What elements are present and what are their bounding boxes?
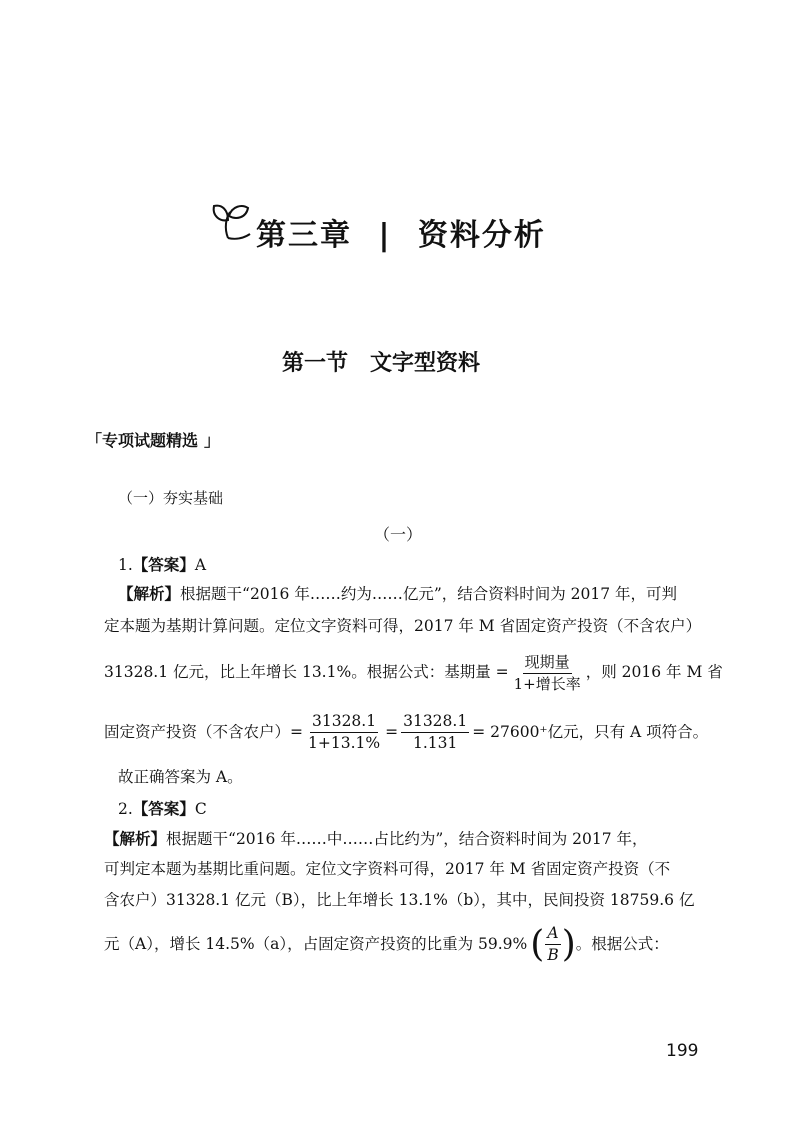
- chapter-number: 第三章: [256, 218, 352, 253]
- q1-analysis-tag: 【解析】: [118, 585, 181, 603]
- q2-analysis-line2: 可判定本题为基期比重问题。定位文字资料可得，2017 年 M 省固定资产投资（不: [104, 860, 671, 878]
- q1-line4-text-b: = 27600⁺亿元，只有 A 项符合。: [472, 722, 709, 741]
- q1-fraction-3: [401, 713, 469, 752]
- page-number: 199: [666, 1041, 699, 1061]
- q2-answer-line: [118, 802, 207, 818]
- q1-fraction-2-denominator: 1+13.1%: [308, 734, 381, 753]
- sprout-icon: [206, 198, 256, 244]
- q2-answer-tag: 【答案】: [132, 800, 195, 818]
- q2-fraction-denominator: B: [547, 946, 559, 965]
- q2-analysis-line4: [104, 925, 669, 964]
- q1-analysis-line2: 定本题为基期计算问题。定位文字资料可得，2017 年 M 省固定资产投资（不含农户）: [104, 617, 702, 635]
- left-bracket-icon: 「: [86, 431, 103, 450]
- q2-fraction-numerator: A: [545, 925, 560, 945]
- q1-line4-text-a: 固定资产投资（不含农户）=: [104, 722, 303, 741]
- subsection-heading: [86, 428, 220, 451]
- q1-answer-tag: 【答案】: [132, 556, 195, 574]
- q1-fraction-3-numerator: 31328.1: [401, 713, 469, 733]
- q1-equals: =: [385, 722, 399, 741]
- q2-line4-text-a: 元（A），增长 14.5%（a），占固定资产投资的比重为 59.9%: [104, 934, 528, 953]
- q1-number: 1.: [118, 556, 133, 574]
- q2-analysis-text1: 根据题干“2016 年……中……占比约为”，结合资料时间为 2017 年，: [166, 830, 648, 848]
- q1-analysis-line3: [104, 654, 723, 692]
- right-paren-icon: ): [561, 923, 576, 965]
- q1-fraction-3-denominator: 1.131: [412, 734, 458, 753]
- q1-analysis-text1: 根据题干“2016 年……约为……亿元”，结合资料时间为 2017 年，可判: [180, 585, 678, 603]
- chapter-name: 资料分析: [417, 218, 546, 253]
- section-title: 第一节 文字型资料: [282, 351, 481, 376]
- q1-analysis-line4: [104, 713, 708, 752]
- group-label: （一）: [374, 525, 423, 544]
- q2-paren-fraction: [530, 925, 575, 964]
- q2-number: 2.: [118, 800, 133, 818]
- q2-analysis-line3: 含农户）31328.1 亿元（B），比上年增长 13.1%（b），其中，民间投资 18759.6 亿: [104, 891, 695, 909]
- q2-fraction: [545, 925, 560, 964]
- q1-formula-fraction: [512, 654, 583, 692]
- q2-analysis-tag: 【解析】: [104, 830, 167, 848]
- q1-answer-line: [118, 558, 206, 574]
- chapter-title: [256, 210, 546, 254]
- q1-formula-denominator: 1+增长率: [513, 674, 581, 693]
- left-paren-icon: (: [530, 923, 545, 965]
- chapter-divider: |: [378, 218, 392, 253]
- q1-analysis-line1: [118, 587, 677, 603]
- right-bracket-icon: 」: [204, 431, 221, 450]
- subsection-title: 专项试题精选: [102, 431, 199, 450]
- q1-fraction-2-numerator: 31328.1: [310, 713, 378, 733]
- q1-fraction-2: [306, 713, 382, 752]
- q1-answer: A: [194, 556, 207, 574]
- q2-line4-text-b: 。根据公式：: [575, 934, 669, 953]
- q1-conclusion: 故正确答案为 A。: [118, 768, 243, 786]
- q2-analysis-line1: [104, 832, 648, 848]
- q1-line3-text-a: 31328.1 亿元，比上年增长 13.1%。根据公式：基期量 =: [104, 663, 509, 682]
- q1-line3-text-b: ，则 2016 年 M 省: [585, 663, 723, 682]
- q2-answer: C: [194, 800, 207, 818]
- q1-formula-numerator: 现期量: [523, 654, 572, 674]
- category-heading: （一）夯实基础: [118, 489, 224, 507]
